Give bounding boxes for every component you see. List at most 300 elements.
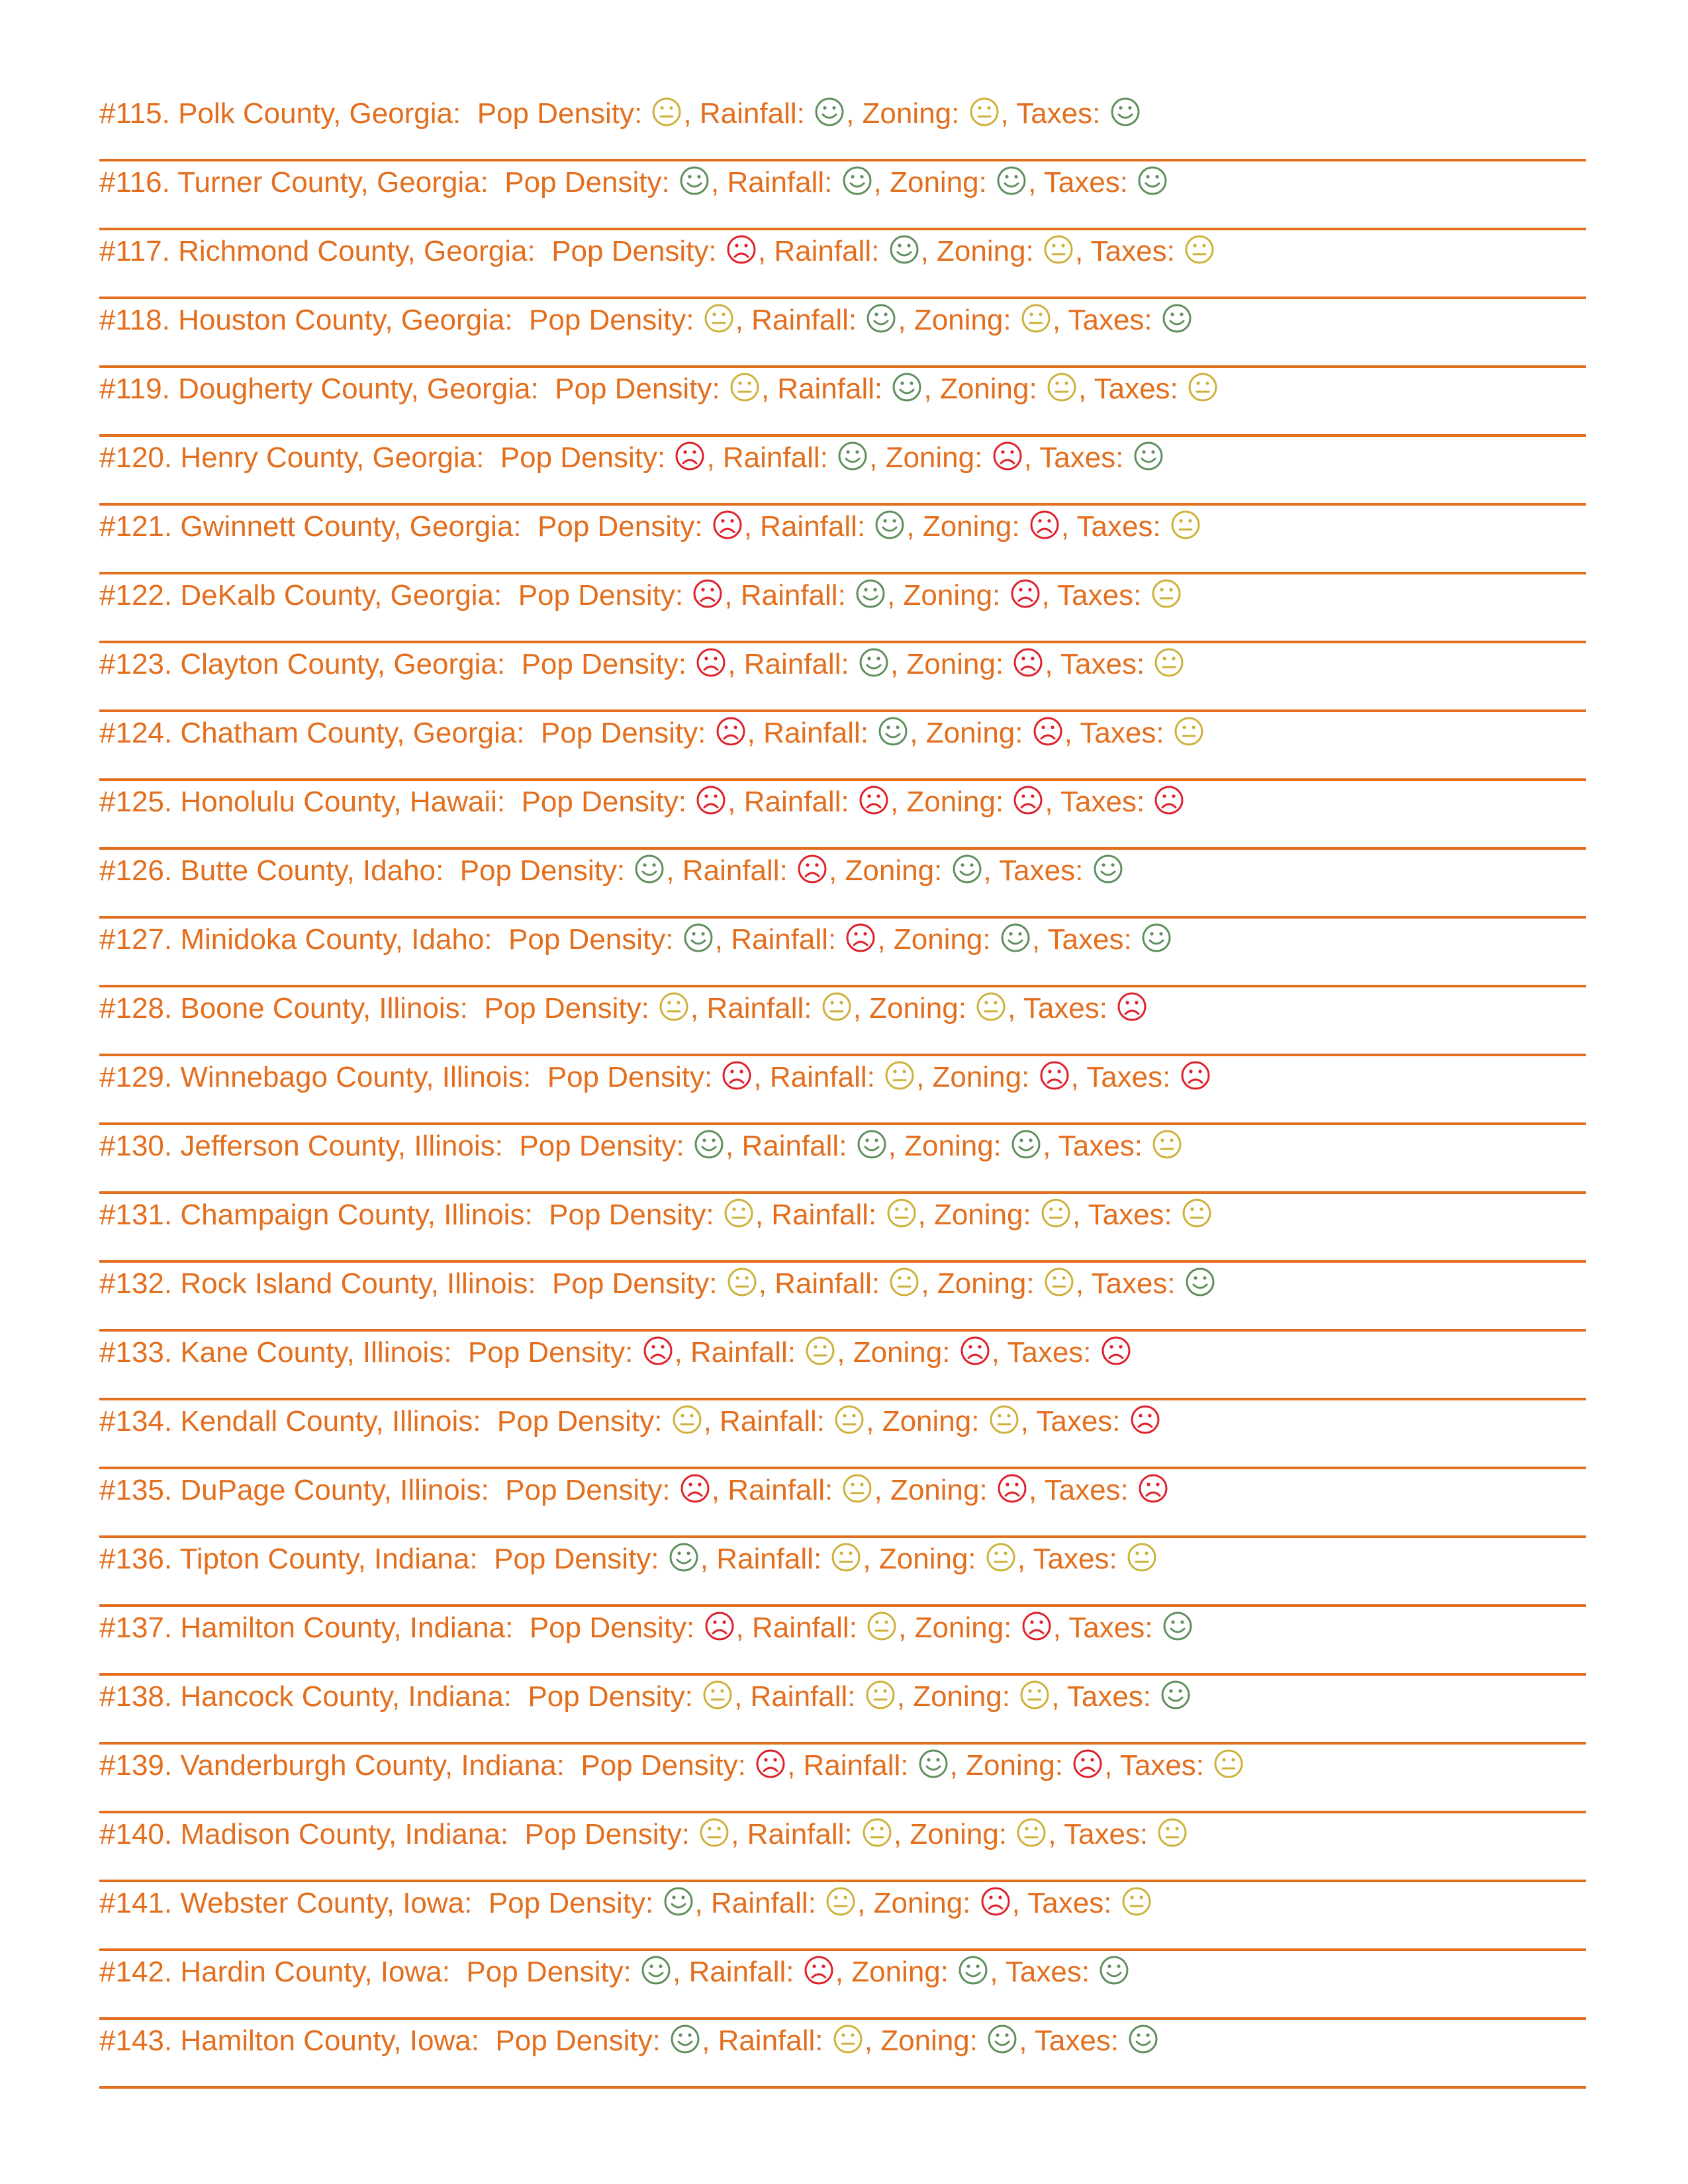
list-item bbox=[99, 1400, 1586, 1469]
happy-face-icon bbox=[996, 165, 1027, 196]
taxes-label: Taxes: bbox=[1086, 1061, 1171, 1093]
county-name: Henry County, Georgia: bbox=[180, 441, 485, 474]
list-item-text: #127. Minidoka County, Idaho: Pop Density: , Rainfall: , Zoning: , Taxes: bbox=[99, 923, 1173, 957]
list-item-text: #121. Gwinnett County, Georgia: Pop Density: , Rainfall: , Zoning: , Taxes: bbox=[99, 510, 1202, 544]
rank-number: #127. bbox=[99, 923, 173, 956]
pop-density-label: Pop Density: bbox=[508, 923, 674, 956]
neutral-face-icon bbox=[884, 1060, 915, 1091]
sad-face-icon bbox=[755, 1749, 786, 1779]
neutral-face-icon bbox=[1188, 372, 1218, 402]
zoning-label: Zoning: bbox=[910, 1818, 1008, 1850]
happy-face-icon bbox=[1162, 303, 1192, 334]
list-item-text: #138. Hancock County, Indiana: Pop Density: , Rainfall: , Zoning: , Taxes: bbox=[99, 1680, 1192, 1714]
neutral-face-icon bbox=[704, 303, 734, 334]
pop-density-label: Pop Density: bbox=[495, 2025, 661, 2057]
happy-face-icon bbox=[1185, 1267, 1215, 1297]
zoning-label: Zoning: bbox=[914, 304, 1011, 336]
sad-face-icon bbox=[692, 578, 723, 609]
pop-density-label: Pop Density: bbox=[540, 717, 706, 749]
taxes-label: Taxes: bbox=[1088, 1199, 1172, 1231]
sad-face-icon bbox=[997, 1473, 1027, 1504]
rank-number: #135. bbox=[99, 1474, 173, 1506]
rainfall-label: Rainfall: bbox=[774, 235, 880, 267]
pop-density-label: Pop Density: bbox=[549, 1199, 714, 1231]
list-item bbox=[99, 712, 1586, 781]
county-name: Boone County, Illinois: bbox=[180, 992, 468, 1024]
list-item-text: #142. Hardin County, Iowa: Pop Density: , Rainfall: , Zoning: , Taxes: bbox=[99, 1955, 1131, 1989]
neutral-face-icon bbox=[834, 1404, 865, 1435]
zoning-label: Zoning: bbox=[880, 2025, 978, 2057]
list-item-text: #123. Clayton County, Georgia: Pop Density: , Rainfall: , Zoning: , Taxes: bbox=[99, 647, 1186, 682]
rank-number: #122. bbox=[99, 579, 173, 612]
county-name: Dougherty County, Georgia: bbox=[178, 373, 539, 405]
rank-number: #143. bbox=[99, 2025, 173, 2057]
neutral-face-icon bbox=[699, 1817, 729, 1848]
pop-density-label: Pop Density: bbox=[467, 1336, 633, 1369]
rank-number: #123. bbox=[99, 648, 173, 680]
neutral-face-icon bbox=[831, 1542, 861, 1572]
list-item-text: #137. Hamilton County, Indiana: Pop Density: , Rainfall: , Zoning: , Taxes: bbox=[99, 1611, 1194, 1645]
neutral-face-icon bbox=[1154, 647, 1184, 678]
zoning-label: Zoning: bbox=[878, 1543, 976, 1575]
pop-density-label: Pop Density: bbox=[521, 786, 687, 818]
happy-face-icon bbox=[1000, 923, 1031, 953]
rank-number: #132. bbox=[99, 1267, 173, 1300]
pop-density-label: Pop Density: bbox=[484, 992, 649, 1024]
rank-number: #138. bbox=[99, 1680, 173, 1713]
zoning-label: Zoning: bbox=[882, 1405, 980, 1437]
neutral-face-icon bbox=[1174, 716, 1204, 747]
taxes-label: Taxes: bbox=[1091, 1267, 1176, 1300]
list-item bbox=[99, 643, 1586, 712]
zoning-label: Zoning: bbox=[845, 854, 943, 887]
happy-face-icon bbox=[634, 854, 665, 884]
pop-density-label: Pop Density: bbox=[505, 1474, 671, 1506]
happy-face-icon bbox=[694, 1129, 724, 1160]
taxes-label: Taxes: bbox=[1090, 235, 1175, 267]
rainfall-label: Rainfall: bbox=[720, 1405, 825, 1437]
rainfall-label: Rainfall: bbox=[750, 1680, 856, 1713]
happy-face-icon bbox=[1011, 1129, 1041, 1160]
neutral-face-icon bbox=[1016, 1817, 1047, 1848]
neutral-face-icon bbox=[729, 372, 760, 402]
zoning-label: Zoning: bbox=[853, 1336, 951, 1369]
pop-density-label: Pop Density: bbox=[466, 1956, 632, 1988]
neutral-face-icon bbox=[833, 2024, 863, 2054]
neutral-face-icon bbox=[842, 1473, 872, 1504]
list-item-text: #140. Madison County, Indiana: Pop Density: , Rainfall: , Zoning: , Taxes: bbox=[99, 1817, 1189, 1852]
rainfall-label: Rainfall: bbox=[743, 786, 849, 818]
zoning-label: Zoning: bbox=[922, 510, 1020, 543]
rank-number: #126. bbox=[99, 854, 173, 887]
taxes-label: Taxes: bbox=[1033, 1543, 1117, 1575]
neutral-face-icon bbox=[1184, 234, 1215, 265]
rainfall-label: Rainfall: bbox=[774, 1267, 880, 1300]
neutral-face-icon bbox=[862, 1817, 892, 1848]
sad-face-icon bbox=[726, 234, 757, 265]
rank-number: #139. bbox=[99, 1749, 173, 1782]
happy-face-icon bbox=[641, 1955, 671, 1985]
happy-face-icon bbox=[987, 2024, 1017, 2054]
happy-face-icon bbox=[842, 165, 872, 196]
neutral-face-icon bbox=[1044, 1267, 1074, 1297]
list-item-text: #119. Dougherty County, Georgia: Pop Density: , Rainfall: , Zoning: , Taxes: bbox=[99, 372, 1219, 406]
rank-number: #121. bbox=[99, 510, 173, 543]
list-item-text: #115. Polk County, Georgia: Pop Density: , Rainfall: , Zoning: , Taxes: bbox=[99, 97, 1142, 131]
happy-face-icon bbox=[892, 372, 922, 402]
pop-density-label: Pop Density: bbox=[488, 1887, 654, 1919]
rank-number: #125. bbox=[99, 786, 173, 818]
happy-face-icon bbox=[1093, 854, 1123, 884]
rainfall-label: Rainfall: bbox=[760, 510, 866, 543]
list-item bbox=[99, 1882, 1586, 1951]
rainfall-label: Rainfall: bbox=[727, 166, 833, 199]
county-name: Richmond County, Georgia: bbox=[178, 235, 536, 267]
list-item bbox=[99, 781, 1586, 850]
pop-density-label: Pop Density: bbox=[494, 1543, 659, 1575]
rainfall-label: Rainfall: bbox=[718, 2025, 823, 2057]
county-name: Gwinnett County, Georgia: bbox=[180, 510, 522, 543]
rank-number: #133. bbox=[99, 1336, 173, 1369]
pop-density-label: Pop Density: bbox=[529, 1612, 695, 1644]
zoning-label: Zoning: bbox=[904, 1130, 1002, 1162]
rank-number: #128. bbox=[99, 992, 173, 1024]
list-item bbox=[99, 1538, 1586, 1607]
list-item-text: #130. Jefferson County, Illinois: Pop Density: , Rainfall: , Zoning: , Taxes: bbox=[99, 1129, 1184, 1163]
taxes-label: Taxes: bbox=[1068, 304, 1152, 336]
zoning-label: Zoning: bbox=[893, 923, 991, 956]
zoning-label: Zoning: bbox=[914, 1612, 1012, 1644]
county-name: Honolulu County, Hawaii: bbox=[180, 786, 506, 818]
rank-number: #119. bbox=[99, 373, 170, 405]
list-item bbox=[99, 93, 1586, 161]
list-item bbox=[99, 506, 1586, 574]
neutral-face-icon bbox=[825, 1886, 856, 1917]
pop-density-label: Pop Density: bbox=[581, 1749, 746, 1782]
list-item bbox=[99, 1745, 1586, 1813]
neutral-face-icon bbox=[986, 1542, 1016, 1572]
county-name: Hamilton County, Indiana: bbox=[180, 1612, 514, 1644]
neutral-face-icon bbox=[1019, 1680, 1050, 1710]
neutral-face-icon bbox=[672, 1404, 702, 1435]
rainfall-label: Rainfall: bbox=[706, 992, 812, 1024]
taxes-label: Taxes: bbox=[1063, 1818, 1149, 1850]
rank-number: #120. bbox=[99, 441, 173, 474]
list-item bbox=[99, 299, 1586, 368]
county-ranking-list bbox=[99, 93, 1586, 2089]
neutral-face-icon bbox=[651, 97, 682, 127]
list-item-text: #139. Vanderburgh County, Indiana: Pop Density: , Rainfall: , Zoning: , Taxes: bbox=[99, 1749, 1245, 1783]
list-item-text: #124. Chatham County, Georgia: Pop Density: , Rainfall: , Zoning: , Taxes: bbox=[99, 716, 1205, 751]
county-name: Clayton County, Georgia: bbox=[180, 648, 506, 680]
happy-face-icon bbox=[1160, 1680, 1191, 1710]
county-name: Champaign County, Illinois: bbox=[180, 1199, 533, 1231]
sad-face-icon bbox=[804, 1955, 834, 1985]
list-item-text: #132. Rock Island County, Illinois: Pop Density: , Rainfall: , Zoning: , Taxes: bbox=[99, 1267, 1217, 1301]
taxes-label: Taxes: bbox=[1057, 579, 1142, 612]
pop-density-label: Pop Density: bbox=[518, 579, 684, 612]
happy-face-icon bbox=[889, 234, 919, 265]
taxes-label: Taxes: bbox=[1080, 717, 1164, 749]
list-item-text: #134. Kendall County, Illinois: Pop Density: , Rainfall: , Zoning: , Taxes: bbox=[99, 1404, 1162, 1439]
taxes-label: Taxes: bbox=[1034, 2025, 1119, 2057]
zoning-label: Zoning: bbox=[862, 97, 960, 130]
sad-face-icon bbox=[797, 854, 827, 884]
list-item bbox=[99, 2020, 1586, 2089]
rank-number: #115. bbox=[99, 97, 170, 130]
sad-face-icon bbox=[722, 1060, 752, 1091]
sad-face-icon bbox=[859, 785, 889, 815]
rainfall-label: Rainfall: bbox=[769, 1061, 875, 1093]
pop-density-label: Pop Density: bbox=[504, 166, 670, 199]
neutral-face-icon bbox=[1021, 303, 1051, 334]
pop-density-label: Pop Density: bbox=[500, 441, 666, 474]
list-item-text: #118. Houston County, Georgia: Pop Density: , Rainfall: , Zoning: , Taxes: bbox=[99, 303, 1194, 338]
list-item-text: #135. DuPage County, Illinois: Pop Density: , Rainfall: , Zoning: , Taxes: bbox=[99, 1473, 1170, 1508]
zoning-label: Zoning: bbox=[966, 1749, 1063, 1782]
zoning-label: Zoning: bbox=[851, 1956, 949, 1988]
pop-density-label: Pop Density: bbox=[496, 1405, 663, 1437]
county-name: Vanderburgh County, Indiana: bbox=[180, 1749, 565, 1782]
happy-face-icon bbox=[874, 510, 905, 540]
rank-number: #141. bbox=[99, 1887, 173, 1919]
rainfall-label: Rainfall: bbox=[741, 1130, 847, 1162]
county-name: Kendall County, Illinois: bbox=[180, 1405, 481, 1437]
pop-density-label: Pop Density: bbox=[547, 1061, 713, 1093]
sad-face-icon bbox=[1138, 1473, 1168, 1504]
county-name: Kane County, Illinois: bbox=[180, 1336, 452, 1369]
rank-number: #134. bbox=[99, 1405, 173, 1437]
pop-density-label: Pop Density: bbox=[529, 304, 694, 336]
list-item bbox=[99, 230, 1586, 299]
list-item-text: #133. Kane County, Illinois: Pop Density: , Rainfall: , Zoning: , Taxes: bbox=[99, 1336, 1133, 1370]
happy-face-icon bbox=[814, 97, 845, 127]
happy-face-icon bbox=[1162, 1611, 1193, 1641]
county-name: Chatham County, Georgia: bbox=[180, 717, 525, 749]
taxes-label: Taxes: bbox=[1036, 1405, 1121, 1437]
county-name: Minidoka County, Idaho: bbox=[180, 923, 492, 956]
zoning-label: Zoning: bbox=[890, 1474, 988, 1506]
rank-number: #118. bbox=[99, 304, 170, 336]
happy-face-icon bbox=[859, 647, 889, 678]
zoning-label: Zoning: bbox=[933, 1199, 1031, 1231]
pop-density-label: Pop Density: bbox=[477, 97, 643, 130]
taxes-label: Taxes: bbox=[1068, 1612, 1153, 1644]
county-name: Tipton County, Indiana: bbox=[179, 1543, 478, 1575]
rank-number: #142. bbox=[99, 1956, 173, 1988]
pop-density-label: Pop Density: bbox=[524, 1818, 690, 1850]
rainfall-label: Rainfall: bbox=[710, 1887, 816, 1919]
rainfall-label: Rainfall: bbox=[751, 1612, 857, 1644]
neutral-face-icon bbox=[1152, 1129, 1182, 1160]
rank-number: #117. bbox=[99, 235, 170, 267]
rainfall-label: Rainfall: bbox=[722, 441, 828, 474]
pop-density-label: Pop Density: bbox=[459, 854, 626, 887]
happy-face-icon bbox=[1128, 2024, 1158, 2054]
sad-face-icon bbox=[716, 716, 746, 747]
zoning-label: Zoning: bbox=[906, 648, 1004, 680]
neutral-face-icon bbox=[1170, 510, 1201, 540]
taxes-label: Taxes: bbox=[1043, 166, 1128, 199]
sad-face-icon bbox=[643, 1336, 673, 1366]
county-name: Webster County, Iowa: bbox=[180, 1887, 473, 1919]
zoning-label: Zoning: bbox=[890, 166, 987, 199]
zoning-label: Zoning: bbox=[885, 441, 983, 474]
rainfall-label: Rainfall: bbox=[731, 923, 837, 956]
list-item-text: #128. Boone County, Illinois: Pop Density: , Rainfall: , Zoning: , Taxes: bbox=[99, 991, 1149, 1026]
list-item bbox=[99, 574, 1586, 643]
neutral-face-icon bbox=[1127, 1542, 1157, 1572]
neutral-face-icon bbox=[1151, 578, 1182, 609]
list-item-text: #143. Hamilton County, Iowa: Pop Density: , Rainfall: , Zoning: , Taxes: bbox=[99, 2024, 1160, 2058]
list-item bbox=[99, 437, 1586, 506]
neutral-face-icon bbox=[976, 991, 1006, 1022]
list-item bbox=[99, 1056, 1586, 1125]
county-name: Hardin County, Iowa: bbox=[180, 1956, 450, 1988]
zoning-label: Zoning: bbox=[869, 992, 966, 1024]
sad-face-icon bbox=[980, 1886, 1011, 1917]
neutral-face-icon bbox=[724, 1198, 754, 1228]
pop-density-label: Pop Density: bbox=[528, 1680, 693, 1713]
zoning-label: Zoning: bbox=[906, 786, 1004, 818]
list-item bbox=[99, 1951, 1586, 2020]
happy-face-icon bbox=[952, 854, 982, 884]
neutral-face-icon bbox=[659, 991, 689, 1022]
neutral-face-icon bbox=[1121, 1886, 1152, 1917]
county-name: Madison County, Indiana: bbox=[180, 1818, 509, 1850]
neutral-face-icon bbox=[865, 1680, 896, 1710]
rank-number: #124. bbox=[99, 717, 173, 749]
taxes-label: Taxes: bbox=[1066, 1680, 1152, 1713]
list-item bbox=[99, 919, 1586, 987]
taxes-label: Taxes: bbox=[1044, 1474, 1129, 1506]
rainfall-label: Rainfall: bbox=[682, 854, 788, 887]
rank-number: #116. bbox=[99, 166, 170, 199]
rainfall-label: Rainfall: bbox=[763, 717, 869, 749]
pop-density-label: Pop Density: bbox=[552, 1267, 718, 1300]
list-item-text: #136. Tipton County, Indiana: Pop Density: , Rainfall: , Zoning: , Taxes: bbox=[99, 1542, 1158, 1576]
rainfall-label: Rainfall: bbox=[743, 648, 849, 680]
zoning-label: Zoning: bbox=[932, 1061, 1030, 1093]
taxes-label: Taxes: bbox=[1119, 1749, 1204, 1782]
happy-face-icon bbox=[866, 303, 896, 334]
list-item bbox=[99, 1125, 1586, 1194]
county-name: Hancock County, Indiana: bbox=[180, 1680, 512, 1713]
list-item-text: #129. Winnebago County, Illinois: Pop Density: , Rainfall: , Zoning: , Taxes: bbox=[99, 1060, 1212, 1095]
list-item bbox=[99, 1813, 1586, 1882]
happy-face-icon bbox=[669, 1542, 699, 1572]
happy-face-icon bbox=[1099, 1955, 1129, 1985]
taxes-label: Taxes: bbox=[1094, 373, 1178, 405]
sad-face-icon bbox=[1154, 785, 1184, 815]
rainfall-label: Rainfall: bbox=[751, 304, 857, 336]
neutral-face-icon bbox=[1043, 234, 1074, 265]
happy-face-icon bbox=[918, 1749, 949, 1779]
list-item bbox=[99, 1676, 1586, 1745]
taxes-label: Taxes: bbox=[1005, 1956, 1090, 1988]
sad-face-icon bbox=[696, 647, 726, 678]
rank-number: #130. bbox=[99, 1130, 173, 1162]
neutral-face-icon bbox=[727, 1267, 757, 1297]
list-item bbox=[99, 1607, 1586, 1676]
zoning-label: Zoning: bbox=[903, 579, 1001, 612]
sad-face-icon bbox=[1180, 1060, 1211, 1091]
sad-face-icon bbox=[680, 1473, 710, 1504]
taxes-label: Taxes: bbox=[1027, 1887, 1112, 1919]
list-item-text: #116. Turner County, Georgia: Pop Density: , Rainfall: , Zoning: , Taxes: bbox=[99, 165, 1169, 200]
taxes-label: Taxes: bbox=[1060, 786, 1145, 818]
rainfall-label: Rainfall: bbox=[747, 1818, 853, 1850]
rainfall-label: Rainfall: bbox=[690, 1336, 796, 1369]
county-name: Turner County, Georgia: bbox=[177, 166, 489, 199]
sad-face-icon bbox=[675, 441, 705, 471]
happy-face-icon bbox=[1141, 923, 1172, 953]
list-item bbox=[99, 161, 1586, 230]
happy-face-icon bbox=[683, 923, 714, 953]
taxes-label: Taxes: bbox=[1023, 992, 1107, 1024]
county-name: Hamilton County, Iowa: bbox=[180, 2025, 479, 2057]
zoning-label: Zoning: bbox=[925, 717, 1023, 749]
taxes-label: Taxes: bbox=[1060, 648, 1145, 680]
pop-density-label: Pop Density: bbox=[555, 373, 720, 405]
taxes-label: Taxes: bbox=[1058, 1130, 1143, 1162]
neutral-face-icon bbox=[1213, 1749, 1244, 1779]
neutral-face-icon bbox=[969, 97, 1000, 127]
zoning-label: Zoning: bbox=[937, 1267, 1035, 1300]
list-item bbox=[99, 368, 1586, 437]
county-name: Houston County, Georgia: bbox=[178, 304, 513, 336]
neutral-face-icon bbox=[889, 1267, 919, 1297]
zoning-label: Zoning: bbox=[913, 1680, 1010, 1713]
happy-face-icon bbox=[670, 2024, 700, 2054]
county-name: DeKalb County, Georgia: bbox=[180, 579, 502, 612]
taxes-label: Taxes: bbox=[1039, 441, 1124, 474]
happy-face-icon bbox=[679, 165, 710, 196]
happy-face-icon bbox=[958, 1955, 988, 1985]
list-item-text: #117. Richmond County, Georgia: Pop Density: , Rainfall: , Zoning: , Taxes: bbox=[99, 234, 1216, 269]
county-name: Winnebago County, Illinois: bbox=[180, 1061, 532, 1093]
neutral-face-icon bbox=[989, 1404, 1019, 1435]
sad-face-icon bbox=[1130, 1404, 1160, 1435]
sad-face-icon bbox=[1021, 1611, 1052, 1641]
happy-face-icon bbox=[1110, 97, 1141, 127]
zoning-label: Zoning: bbox=[939, 373, 1037, 405]
rainfall-label: Rainfall: bbox=[688, 1956, 794, 1988]
sad-face-icon bbox=[704, 1611, 735, 1641]
pop-density-label: Pop Density: bbox=[538, 510, 703, 543]
list-item bbox=[99, 1263, 1586, 1332]
neutral-face-icon bbox=[886, 1198, 917, 1228]
sad-face-icon bbox=[845, 923, 876, 953]
rainfall-label: Rainfall: bbox=[716, 1543, 822, 1575]
zoning-label: Zoning: bbox=[937, 235, 1034, 267]
taxes-label: Taxes: bbox=[1047, 923, 1132, 956]
rainfall-label: Rainfall: bbox=[699, 97, 805, 130]
sad-face-icon bbox=[1101, 1336, 1131, 1366]
neutral-face-icon bbox=[1182, 1198, 1212, 1228]
neutral-face-icon bbox=[1041, 1198, 1071, 1228]
happy-face-icon bbox=[857, 1129, 887, 1160]
list-item bbox=[99, 987, 1586, 1056]
rainfall-label: Rainfall: bbox=[771, 1199, 877, 1231]
list-item-text: #122. DeKalb County, Georgia: Pop Density: , Rainfall: , Zoning: , Taxes: bbox=[99, 578, 1183, 613]
sad-face-icon bbox=[1033, 716, 1063, 747]
happy-face-icon bbox=[1133, 441, 1164, 471]
list-item bbox=[99, 1332, 1586, 1400]
pop-density-label: Pop Density: bbox=[551, 235, 717, 267]
pop-density-label: Pop Density: bbox=[519, 1130, 684, 1162]
happy-face-icon bbox=[878, 716, 908, 747]
